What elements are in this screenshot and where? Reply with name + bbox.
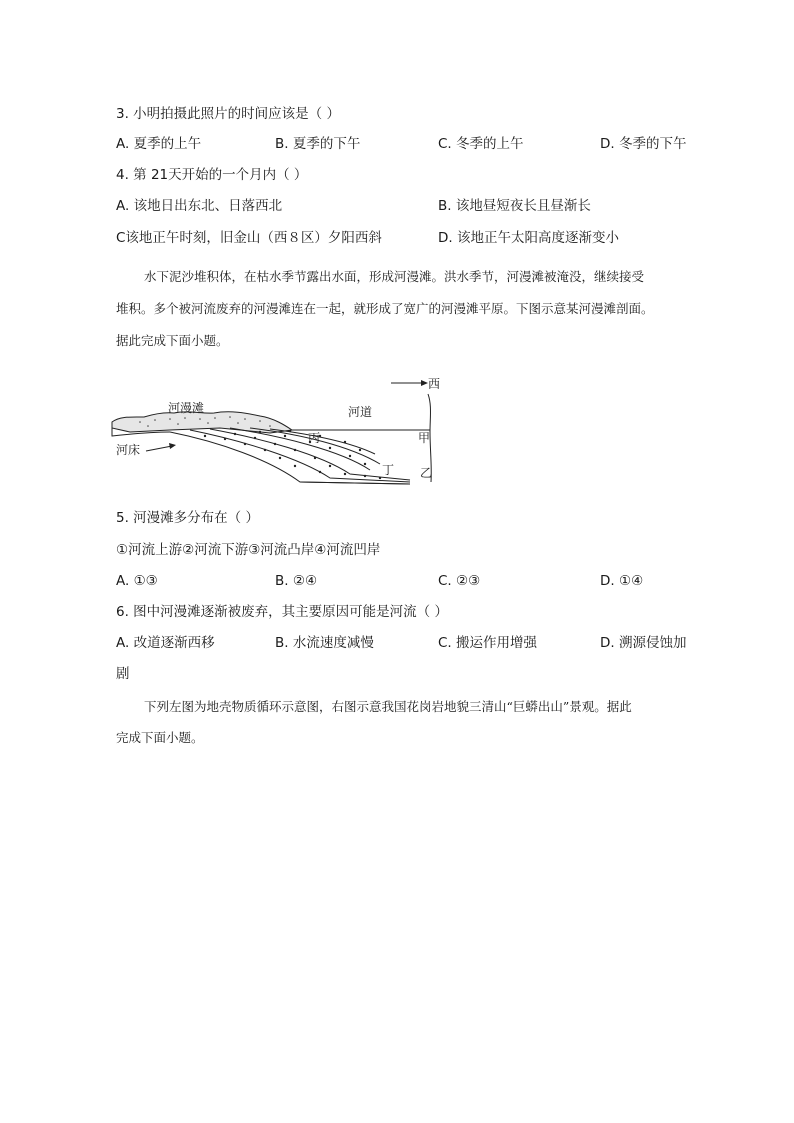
question-3-option-d: D. 冬季的下午 [600,136,687,152]
direction-label: 西 [428,377,441,391]
passage-1-line-1: 水下泥沙堆积体，在枯水季节露出水面，形成河漫滩。洪水季节，河漫滩被淹没，继续接受 [144,269,645,284]
question-6-option-b: B. 水流速度减慢 [275,635,374,651]
passage-1-line-2: 堆积。多个被河流废弃的河漫滩连在一起，就形成了宽广的河漫滩平原。下图示意某河漫滩剖面。 [116,301,654,316]
question-4-option-c: C该地正午时刻，旧金山（西８区）夕阳西斜 [116,230,382,246]
passage-2-line-1: 下列左图为地壳物质循环示意图，右图示意我国花岗岩地貌三清山“巨蟒出山”景观。据此 [144,699,632,714]
floodplain-cross-section-diagram [110,370,450,495]
question-5-option-d: D. ①④ [600,573,644,589]
point-ding-label: 丁 [382,463,395,477]
point-jia-label: 甲 [418,431,431,445]
question-5-option-b: B. ②④ [275,573,318,589]
floodplain-label: 河漫滩 [168,401,205,415]
question-5-option-a: A. ①③ [116,573,158,589]
riverbed-label: 河床 [116,443,141,457]
question-3-option-a: A. 夏季的上午 [116,136,202,152]
channel-label: 河道 [348,405,373,419]
point-bing-label: 丙 [308,431,321,445]
question-6-option-c: C. 搬运作用增强 [438,635,538,651]
question-3-option-b: B. 夏季的下午 [275,136,361,152]
question-6-option-a: A. 改道逐渐西移 [116,635,215,651]
passage-1-line-3: 据此完成下面小题。 [116,333,229,348]
point-yi-label: 乙 [420,466,433,480]
question-6-option-d: D. 溯源侵蚀加 [600,635,687,651]
question-6-stem: 6. 图中河漫滩逐渐被废弃，其主要原因可能是河流（ ） [116,604,448,620]
question-4-option-b: B. 该地昼短夜长且昼渐长 [438,198,591,214]
west-direction-arrow [391,380,428,386]
question-5-option-c: C. ②③ [438,573,481,589]
passage-2-line-2: 完成下面小题。 [116,730,204,745]
question-5-choices: ①河流上游②河流下游③河流凸岸④河流凹岸 [116,542,381,558]
question-4-option-d: D. 该地正午太阳高度逐渐变小 [438,230,619,246]
question-4-option-a: A. 该地日出东北、日落西北 [116,198,283,214]
sediment-dots [204,430,381,479]
question-3-stem: 3. 小明拍摄此照片的时间应该是（ ） [116,106,340,122]
question-5-stem: 5. 河漫滩多分布在（ ） [116,510,259,526]
question-3-option-c: C. 冬季的上午 [438,136,524,152]
question-4-stem: 4. 第 21天开始的一个月内（ ） [116,167,308,183]
question-6-option-d-wrap: 剧 [116,666,130,682]
riverbed-arrow [146,443,176,451]
